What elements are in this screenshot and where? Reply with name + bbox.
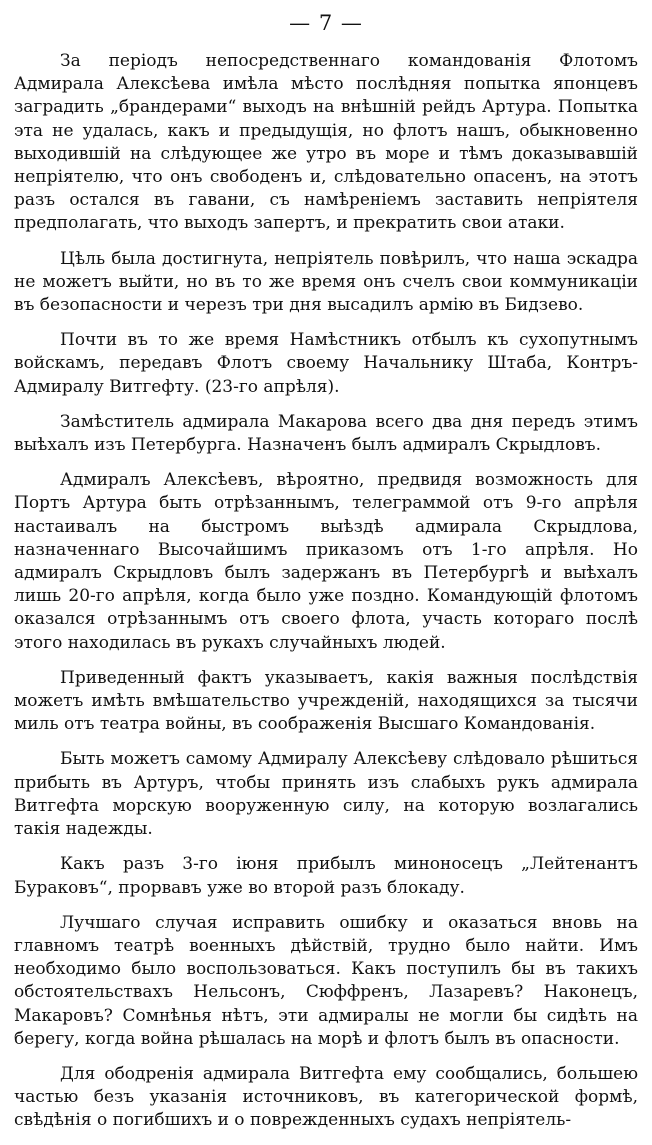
paragraph-8: Какъ разъ 3-го іюня прибылъ миноносецъ „Лейтенантъ Бураковъ“, прорвавъ уже во второй разъ блокаду. bbox=[14, 854, 638, 898]
paragraph-7: Быть можетъ самому Адмиралу Алексѣеву слѣдовало рѣшиться прибыть въ Артуръ, чтобы принять изъ слабыхъ рукъ адмирала Витгефта морскую вооруженную силу, на которую возлагались такія надежды. bbox=[14, 749, 638, 840]
paragraph-2: Цѣль была достигнута, непріятель повѣрилъ, что наша эскадра не можетъ выйти, но въ то же время онъ счелъ свои коммуникаціи въ безопасности и черезъ три дня высадилъ армію въ Бидзево. bbox=[14, 248, 638, 316]
paragraph-10: Для ободренія адмирала Витгефта ему сообщались, большею частью безъ указанія источниковъ, въ категорической формѣ, свѣдѣнія о погибшихъ и о поврежденныхъ судахъ непріятель- bbox=[14, 1063, 638, 1131]
paragraph-4: Замѣститель адмирала Макарова всего два дня передъ этимъ выѣхалъ изъ Петербурга. Назначенъ былъ адмиралъ Скрыдловъ. bbox=[14, 411, 638, 456]
paragraph-1: За періодъ непосредственнаго командованія Флотомъ Адмирала Алексѣева имѣла мѣсто послѣдняя попытка японцевъ заградить „брандерами“ выходъ на внѣшній рейдъ Артура. Попытка эта не удалась, какъ и предыдущія, но флотъ нашъ, обыкновенно выходившій на слѣдующее же утро въ море и тѣмъ доказывавшій непріятелю, что онъ свободенъ и, слѣдовательно опасенъ, на этотъ разъ остался въ гавани, съ намѣреніемъ заставить непріятеля предполагать, что выходъ запертъ, и прекратить свои атаки. bbox=[14, 51, 638, 234]
paragraph-3: Почти въ то же время Намѣстникъ отбылъ къ сухопутнымъ войскамъ, передавъ Флотъ своему Начальнику Штаба, Контръ-Адмиралу Витгефту. (23-го апрѣля). bbox=[14, 330, 638, 397]
paragraph-6: Приведенный фактъ указываетъ, какія важныя послѣдствія можетъ имѣть вмѣшательство учрежденій, находящихся за тысячи миль отъ театра войны, въ соображенія Высшаго Командованія. bbox=[14, 667, 638, 735]
body-text bbox=[14, 50, 638, 1145]
page-number: — 7 — bbox=[289, 11, 363, 35]
paragraph-5: Адмиралъ Алексѣевъ, вѣроятно, предвидя возможность для Портъ Артура быть отрѣзаннымъ, телеграммой отъ 9-го апрѣля настаивалъ на быстромъ выѣздѣ адмирала Скрыдлова, назначеннаго Высочайшимъ приказомъ отъ 1-го апрѣля. Но адмиралъ Скрыдловъ былъ задержанъ въ Петербургѣ и выѣхалъ лишь 20-го апрѣля, когда было уже поздно. Командующій флотомъ оказался отрѣзаннымъ отъ своего флота, участь котораго послѣ этого находилась въ рукахъ случайныхъ людей. bbox=[14, 470, 638, 653]
paragraph-9: Лучшаго случая исправить ошибку и оказаться вновь на главномъ театрѣ военныхъ дѣйствій, трудно было найти. Имъ необходимо было воспользоваться. Какъ поступилъ бы въ такихъ обстоятельствахъ Нельсонъ, Сюффренъ, Лазаревъ? Наконецъ, Макаровъ? Сомнѣнья нѣтъ, эти адмиралы не могли бы сидѣть на берегу, когда война рѣшалась на морѣ и флотъ былъ въ опасности. bbox=[14, 912, 638, 1049]
